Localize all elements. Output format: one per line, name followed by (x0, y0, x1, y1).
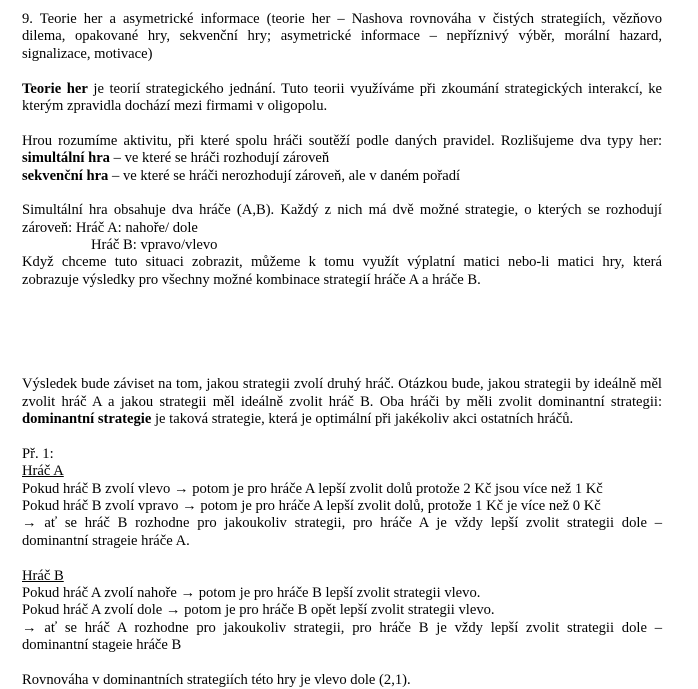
intro-line-1-rest: je teorií strategického jednání. Tuto teorii využíváme při zkoumání strategických interakcí, ke (87, 80, 663, 97)
types-line-1: Hrou rozumíme aktivitu, při které spolu hráči soutěží podle daných pravidel. Rozlišujeme dva typy her: (22, 132, 662, 149)
spacer (22, 63, 662, 80)
player-a-line-4: dominantní strageie hráče A. (22, 532, 190, 549)
player-b-line-2: Pokud hráč A zvolí dole → potom je pro hráče B opět lepší zvolit strategii vlevo. (22, 602, 495, 619)
player-a-line-2: Pokud hráč B zvolí vpravo → potom je pro hráče A lepší zvolit dolů, protože 1 Kč je více než 0 Kč (22, 497, 601, 514)
spacer (22, 428, 662, 445)
term-sekvencni-hra: sekvenční hra (22, 167, 109, 184)
simult-line-4: Když chceme tuto situaci zobrazit, můžeme k tomu využít výplatní matici nebo-li matici hry, která (22, 254, 662, 271)
result-line-3-rest: je taková strategie, která je optimální při jakékoliv akci ostatních hráčů. (151, 411, 574, 428)
result-line-3 (22, 411, 662, 428)
heading-line-2: dilema, opakované hry, sekvenční hry; asymetrické informace – nepříznivý výběr, morální hazard, (22, 28, 662, 45)
simult-line-2: zároveň: Hráč A: nahoře/ dole (22, 219, 198, 236)
types-simult-rest: – ve které se hráči rozhodují zároveň (109, 150, 330, 167)
example-label: Př. 1: (22, 445, 54, 462)
intro-line-2: kterým zpravidla dochází mezi firmami v oligopolu. (22, 97, 328, 114)
heading-line-1: 9. Teorie her a asymetrické informace (teorie her – Nashova rovnováha v čistých strategiích, vězňovo (22, 11, 662, 27)
spacer (22, 185, 662, 202)
result-line-1: Výsledek bude záviset na tom, jakou strategii zvolí druhý hráč. Otázkou bude, jakou strategii by ideálně měl (22, 376, 662, 393)
spacer (22, 655, 662, 672)
document-page (22, 11, 662, 689)
types-seq-line (22, 168, 662, 185)
payoff-matrix-placeholder (22, 289, 662, 376)
player-b-line-4: dominantní stageie hráče B (22, 637, 182, 654)
intro-line-1 (22, 81, 662, 98)
types-simult-line (22, 150, 662, 167)
heading-line-3: signalizace, motivace) (22, 45, 153, 62)
spacer (22, 550, 662, 567)
result-line-2: zvolit hráč A a jakou strategii měl ideálně zvolit hráč B. Oba hráči by měli zvolit dominantní strategii: (22, 393, 662, 410)
player-a-line-3: → ať se hráč B rozhodne pro jakoukoliv strategii, pro hráče A je vždy lepší zvolit strategii dole – (22, 515, 662, 532)
player-a-title: Hráč A (22, 463, 64, 480)
player-a-line-1: Pokud hráč B zvolí vlevo → potom je pro hráče A lepší zvolit dolů protože 2 Kč jsou více než 1 Kč (22, 480, 603, 497)
term-simultalni-hra: simultální hra (22, 150, 110, 167)
term-dominantni-strategie: dominantní strategie (22, 411, 152, 428)
simult-line-5: zobrazuje výsledky pro všechny možné kombinace strategií hráče A a hráče B. (22, 271, 481, 288)
conclusion: Rovnováha v dominantních strategiích této hry je vlevo dole (2,1). (22, 671, 411, 688)
player-b-line-3: → ať se hráč A rozhodne pro jakoukoliv strategii, pro hráče B je vždy lepší zvolit strategii dole – (22, 619, 662, 636)
simult-line-1: Simultální hra obsahuje dva hráče (A,B). Každý z nich má dvě možné strategie, o kterých se rozhodují (22, 202, 662, 219)
player-b-title: Hráč B (22, 567, 64, 584)
term-teorie-her: Teorie her (22, 80, 88, 97)
player-b-line-1: Pokud hráč A zvolí nahoře → potom je pro hráče B lepší zvolit strategii vlevo. (22, 584, 481, 601)
simult-line-3: Hráč B: vpravo/vlevo (91, 237, 218, 254)
spacer (22, 115, 662, 132)
types-seq-rest: – ve které se hráči nerozhodují zároveň, ale v daném pořadí (108, 167, 461, 184)
